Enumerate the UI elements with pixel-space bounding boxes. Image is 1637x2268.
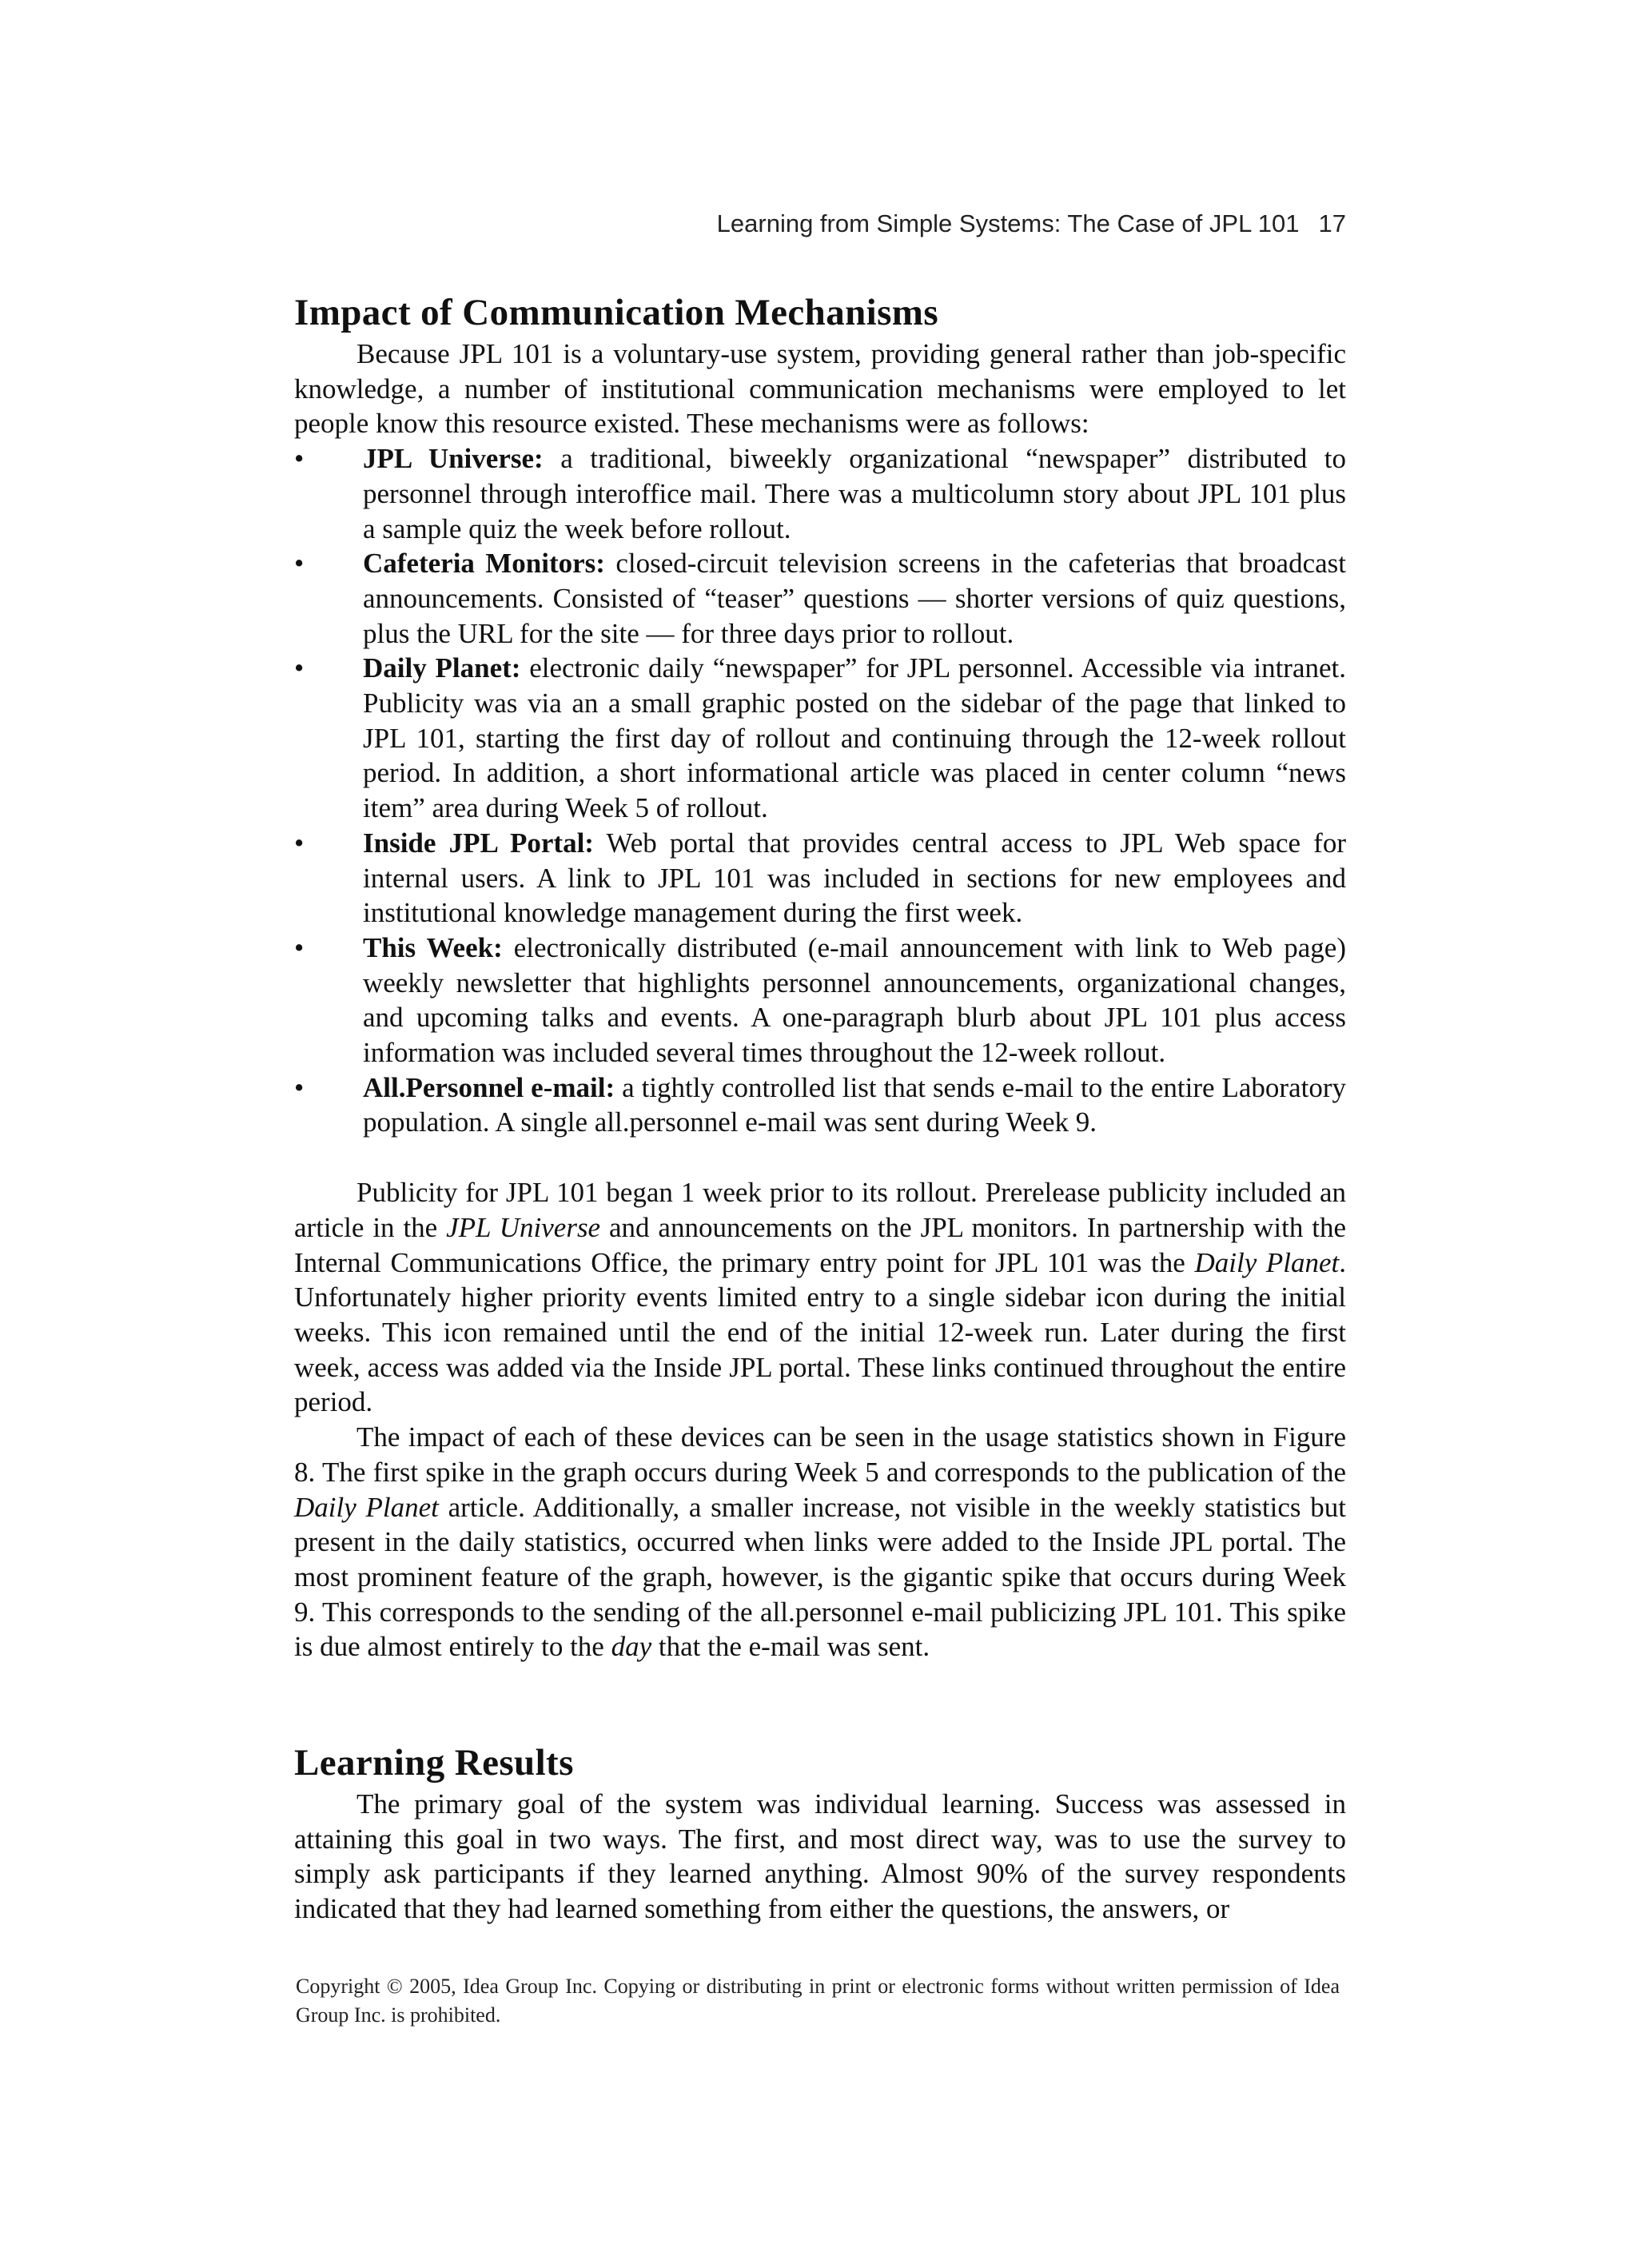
list-item <box>294 826 1346 931</box>
list-item-term: This Week: <box>363 931 503 963</box>
list-item-text: a traditional, biweekly organizational “newspaper” distributed to personnel through interoffice mail. There was a multicolumn story about JPL 101 plus a sample quiz the week before rollout. <box>363 443 1347 544</box>
list-item-term: Inside JPL Portal: <box>363 827 594 859</box>
italic-text: day <box>611 1631 652 1663</box>
bullet-icon: • <box>294 548 305 580</box>
intro-paragraph: Because JPL 101 is a voluntary-use system, providing general rather than job-specific knowledge, a number of institutional communication mechanisms were employed to let people know this resource existed. These mechanisms were as follows: <box>294 338 1346 440</box>
list-item-term: Cafeteria Monitors: <box>363 548 605 580</box>
bullet-icon: • <box>294 443 305 475</box>
text-run: Publicity for JPL 101 began 1 week prior to its rollout. Prerelease publicity included an article in the <box>294 1177 1346 1243</box>
list-item <box>294 651 1346 826</box>
learning-paragraph: The primary goal of the system was individual learning. Success was assessed in attaining this goal in two ways. The first, and most direct way, was to use the survey to simply ask participants if they learned anything. Almost 90% of the survey respondents indicated that they had learned something from either the questions, the answers, or <box>294 1788 1346 1925</box>
list-item-text: electronic daily “newspaper” for JPL personnel. Accessible via intranet. Publicity was via an a small graphic posted on the sidebar of the page that linked to JPL 101, starting the first day of rollout and continuing through the 12-week rollout period. In addition, a short informational article was placed in center column “news item” area during Week 5 of rollout. <box>363 652 1346 824</box>
publicity-paragraph <box>294 1175 1346 1420</box>
text-run: article. Additionally, a smaller increase, not visible in the weekly statistics but present in the daily statistics, occurred when links were added to the Inside JPL portal. The most prominent feature of the graph, however, is the gigantic spike that occurs during Week 9. This corresponds to the sending of the all.personnel e-mail publicizing JPL 101. This spike is due almost entirely to the <box>294 1491 1346 1663</box>
bullet-icon: • <box>294 931 305 963</box>
italic-text: JPL Universe <box>446 1211 601 1243</box>
list-item-text: Web portal that provides central access to JPL Web space for internal users. A link to JPL 101 was included in sections for new employees and institutional knowledge management during the first week. <box>363 827 1346 929</box>
list-item <box>294 931 1346 1070</box>
section-heading: Impact of Communication Mechanisms <box>294 292 939 333</box>
section-heading: Learning Results <box>294 1742 574 1784</box>
italic-text: Daily Planet <box>294 1491 439 1523</box>
section-body <box>294 337 1346 1664</box>
list-item-text: closed-circuit television screens in the cafeterias that broadcast announcements. Consisted of “teaser” questions — shorter versions of quiz questions, plus the URL for the site — for three days prior to rollout. <box>363 548 1346 649</box>
text-run: The impact of each of these devices can be seen in the usage statistics shown in Figure 8. The first spike in the graph occurs during Week 5 and corresponds to the publication of the <box>294 1421 1346 1488</box>
list-item-text: electronically distributed (e-mail announcement with link to Web page) weekly newsletter that highlights personnel announcements, organizational changes, and upcoming talks and events. A one-paragraph blurb about JPL 101 plus access information was included several times throughout the 12-week rollout. <box>363 931 1346 1069</box>
list-item <box>294 1070 1346 1140</box>
page-number: 17 <box>1318 209 1346 237</box>
bullet-icon: • <box>294 652 305 684</box>
list-item <box>294 546 1346 651</box>
mechanisms-list <box>294 441 1346 1140</box>
text-run: and announcements on the JPL monitors. In partnership with the Internal Communications Office, the primary entry point for JPL 101 was the <box>294 1211 1347 1278</box>
bullet-icon: • <box>294 827 305 859</box>
text-run: that the e-mail was sent. <box>651 1631 930 1663</box>
paragraph-spacer <box>294 1140 1346 1175</box>
list-item <box>294 441 1346 546</box>
running-header <box>717 209 1346 238</box>
copyright-notice: Copyright © 2005, Idea Group Inc. Copying or distributing in print or electronic forms without written permission of Idea Group Inc. is prohibited. <box>296 1975 1340 2027</box>
section-body <box>294 1787 1346 1927</box>
list-item-term: Daily Planet: <box>363 652 521 684</box>
list-item-term: JPL Universe: <box>363 443 544 475</box>
text-run: . Unfortunately higher priority events limited entry to a single sidebar icon during the initial weeks. This icon remained until the end of the initial 12-week run. Later during the first week, access was added via the Inside JPL portal. These links continued throughout the entire period. <box>294 1246 1346 1418</box>
italic-text: Daily Planet <box>1194 1246 1340 1278</box>
impact-paragraph <box>294 1420 1346 1664</box>
list-item-text: a tightly controlled list that sends e-mail to the entire Laboratory population. A single all.personnel e-mail was sent during Week 9. <box>363 1071 1346 1138</box>
bullet-icon: • <box>294 1071 305 1103</box>
list-item-term: All.Personnel e-mail: <box>363 1071 615 1103</box>
running-title: Learning from Simple Systems: The Case of JPL 101 <box>716 209 1300 237</box>
